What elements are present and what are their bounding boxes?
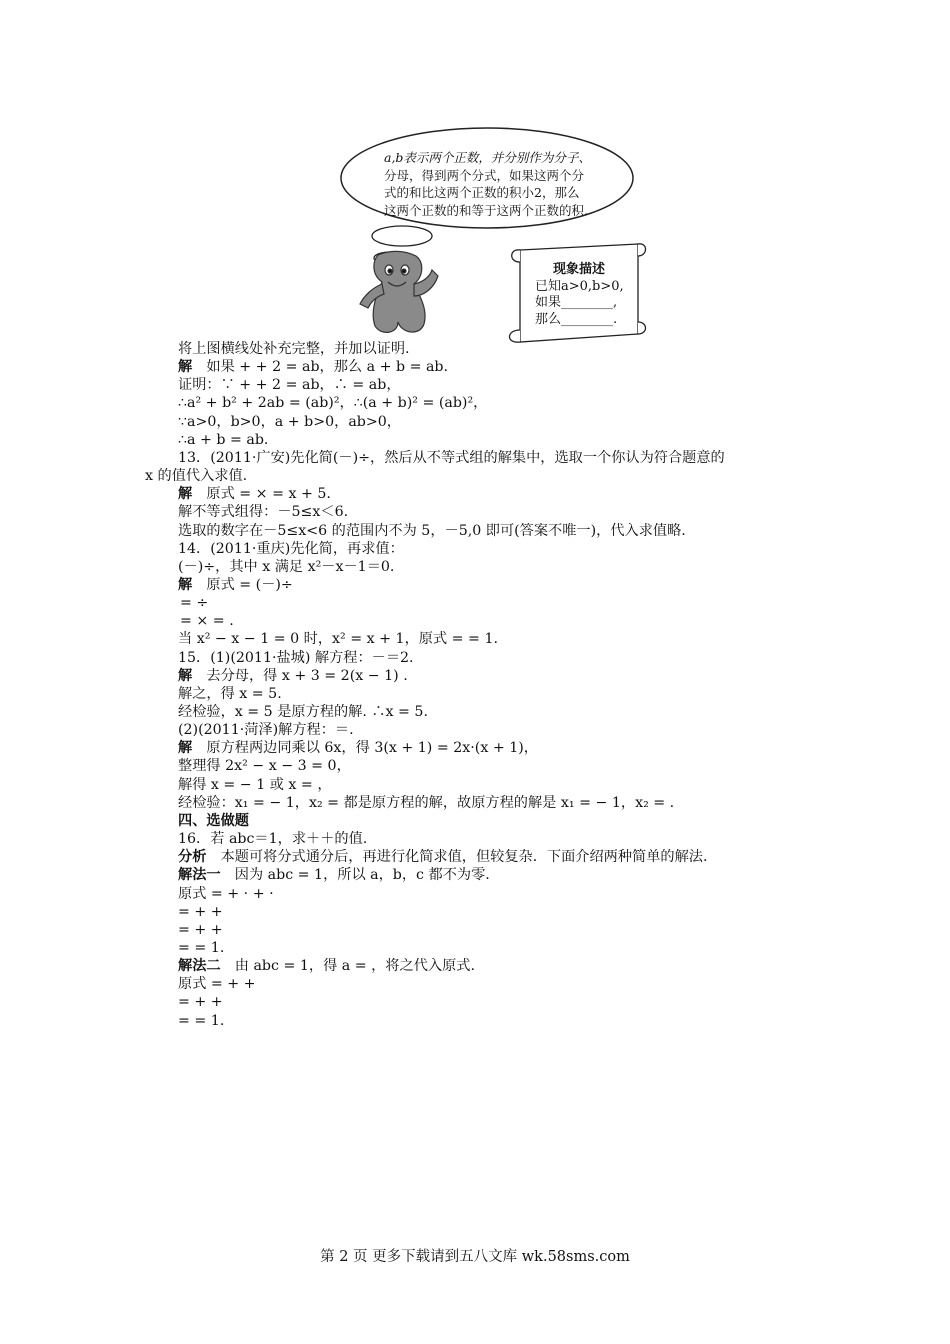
scroll-text — [535, 262, 624, 328]
text-line — [180, 612, 234, 631]
line-text: 证明：∵ + + 2 = ab，∴ = ab， — [178, 377, 401, 394]
text-line — [178, 576, 293, 595]
line-text: ∴a² + b² + 2ab = (ab)²，∴(a + b)² = (ab)²， — [178, 395, 488, 412]
line-text: = + + — [178, 903, 223, 920]
line-text: = + + — [178, 994, 223, 1011]
text-line — [178, 630, 498, 649]
line-text: 选取的数字在－5≤x<6 的范围内不为 5，－5,0 即可(答案不唯一)，代入求值略. — [178, 522, 686, 539]
line-text: 去分母，得 x + 3 = 2(x − 1) . — [192, 667, 408, 684]
text-line — [178, 957, 475, 976]
text-line — [178, 358, 448, 377]
text-line — [178, 540, 404, 559]
line-text: 原方程两边同乘以 6x，得 3(x + 1) = 2x·(x + 1)， — [192, 740, 538, 757]
thought-bubble-dot-large — [372, 226, 432, 246]
text-line — [178, 721, 354, 740]
text-line — [178, 848, 707, 867]
line-text: = × = . — [180, 613, 234, 630]
text-line — [178, 866, 490, 885]
line-text: 由 abc = 1，得 a = ，将之代入原式. — [220, 958, 475, 975]
text-line — [178, 703, 428, 722]
text-line — [178, 1012, 224, 1031]
line-text: 解得 x = − 1 或 x = ， — [178, 776, 332, 793]
text-line — [178, 340, 410, 359]
text-line — [178, 485, 331, 504]
text-line — [178, 449, 725, 468]
text-line — [178, 776, 332, 795]
line-text: (2)(2011·菏泽)解方程：＝. — [178, 722, 354, 739]
section-label: 解 — [178, 740, 193, 757]
line-text: (－)÷，其中 x 满足 x²－x－1＝0. — [178, 558, 395, 575]
text-line — [178, 885, 274, 904]
text-line — [178, 993, 223, 1012]
bubble-line: 式的和比这两个正数的积小2，那么 — [384, 185, 580, 200]
text-line — [178, 376, 401, 395]
line-text: 经检验：x₁ = − 1，x₂ = 都是原方程的解，故原方程的解是 x₁ = − 1，x₂ = . — [178, 794, 675, 811]
text-line — [178, 830, 367, 849]
line-text: 原式 = + · + · — [178, 885, 274, 902]
scroll-line: 已知a>0,b>0, — [535, 278, 624, 294]
bubble-text — [384, 149, 624, 219]
section-label: 解法二 — [178, 958, 221, 975]
text-line — [178, 794, 674, 813]
scroll-line: 如果________, — [535, 295, 618, 310]
mascot-figure — [360, 251, 438, 332]
text-line — [178, 558, 394, 577]
line-text: 本题可将分式通分后，再进行化简求值，但较复杂．下面介绍两种简单的解法. — [206, 849, 708, 866]
line-text: 原式 = + + — [178, 976, 256, 993]
line-text: 因为 abc = 1，所以 a，b，c 都不为零. — [220, 867, 490, 884]
line-text: 解之，得 x = 5. — [178, 685, 282, 702]
text-line — [178, 739, 538, 758]
text-line — [178, 921, 223, 940]
line-text: 15．(1)(2011·盐城) 解方程：－＝2. — [178, 649, 414, 666]
text-line — [178, 522, 686, 541]
line-text: = + + — [178, 921, 223, 938]
line-text: ∵a>0，b>0，a + b>0，ab>0， — [178, 413, 401, 430]
text-line — [178, 757, 351, 776]
text-line — [178, 903, 223, 922]
line-text: 整理得 2x² − x − 3 = 0， — [178, 758, 351, 775]
line-text: 14．(2011·重庆)先化简，再求值： — [178, 540, 404, 557]
text-line — [178, 431, 268, 450]
scroll-line: 那么________. — [535, 311, 618, 327]
section-label: 解 — [178, 667, 193, 684]
line-text: 将上图横线处补充完整，并加以证明. — [178, 341, 410, 357]
section-label: 解 — [178, 486, 193, 503]
line-text: 当 x² − x − 1 = 0 时，x² = x + 1，原式 = = 1. — [178, 631, 498, 648]
text-line — [178, 649, 414, 668]
line-text: = = 1. — [178, 939, 225, 956]
line-text: 经检验，x = 5 是原方程的解. ∴x = 5. — [178, 704, 428, 720]
line-text: 13．(2011·广安)先化简(－)÷，然后从不等式组的解集中，选取一个你认为符合题意的 — [178, 449, 725, 466]
text-line — [145, 467, 247, 486]
bubble-line: a,b表示两个正数，并分别作为分子、 — [384, 150, 591, 165]
line-text: 原式 = × = x + 5. — [192, 486, 331, 503]
text-line — [178, 975, 256, 994]
line-text: 16．若 abc＝1，求＋＋的值. — [178, 831, 368, 848]
text-line — [178, 812, 249, 831]
text-line — [178, 413, 401, 432]
text-line — [178, 685, 282, 704]
line-text: = ÷ — [180, 595, 209, 612]
page-footer: 第 2 页 更多下载请到五八文库 wk.58sms.com — [320, 1249, 630, 1265]
line-text: 解不等式组得：－5≤x＜6. — [178, 504, 349, 521]
text-line — [178, 394, 487, 413]
text-line — [180, 594, 208, 613]
bubble-line: 这两个正数的和等于这两个正数的积. — [384, 202, 588, 218]
line-text: x 的值代入求值. — [145, 468, 248, 485]
line-text: 如果 + + 2 = ab，那么 a + b = ab. — [192, 359, 449, 376]
line-text: = = 1. — [178, 1012, 225, 1029]
line-text: ∴a + b = ab. — [178, 431, 269, 448]
text-line — [178, 939, 224, 958]
scroll-title: 现象描述 — [553, 262, 606, 277]
text-line — [178, 503, 348, 522]
section-label: 解 — [178, 576, 193, 593]
section-label: 四、选做题 — [178, 812, 249, 829]
section-label: 分析 — [178, 849, 207, 866]
text-line — [178, 667, 408, 686]
section-label: 解 — [178, 359, 193, 376]
section-label: 解法一 — [178, 867, 221, 884]
line-text: 原式 = (－)÷ — [192, 576, 293, 593]
bubble-line: 分母，得到两个分式，如果这两个分 — [384, 167, 585, 183]
